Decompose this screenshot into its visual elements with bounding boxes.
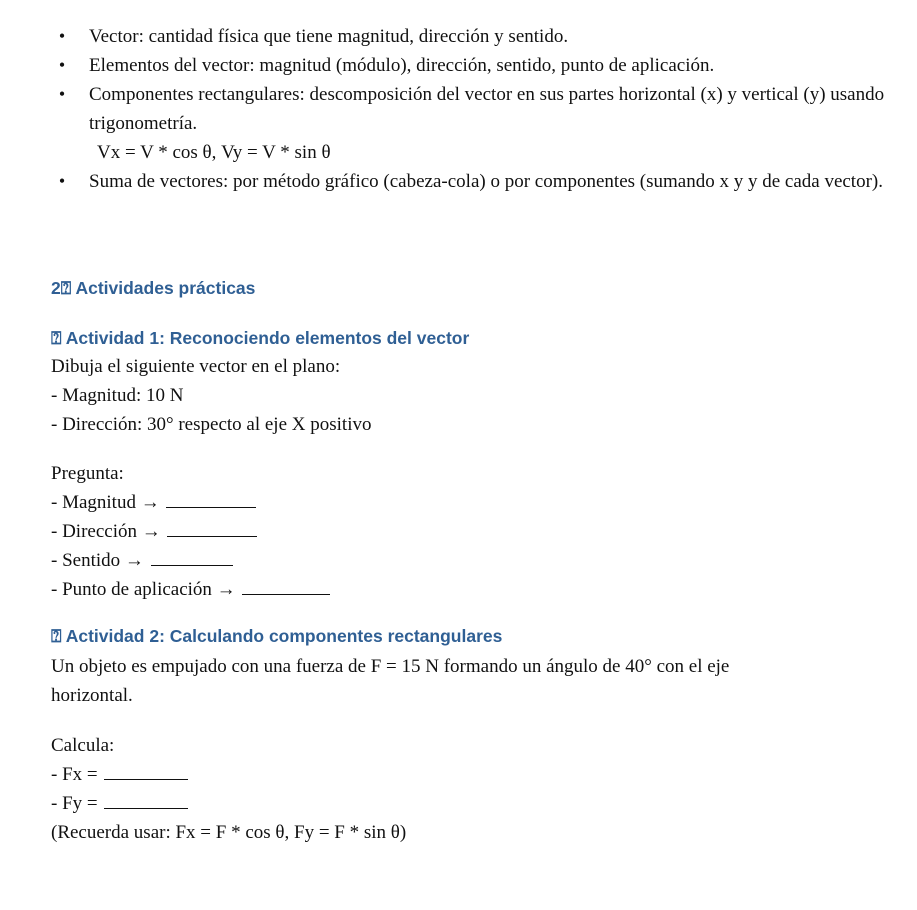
bullet-text: Suma de vectores: por método gráfico (cabeza-cola) o por componentes (sumando x y y de cada vector). [89,171,883,192]
answer-blank-direction[interactable] [167,518,257,537]
activity1-questions [51,459,330,604]
bullet-item-components [0,80,917,138]
section-heading-activities: 2⍰ Actividades prácticas [51,278,256,298]
calc-fy-label: - Fy = [51,793,98,814]
bullet-text: Elementos del vector: magnitud (módulo), dirección, sentido, punto de aplicación. [89,55,715,76]
calc-reminder: (Recuerda usar: Fx = F * cos θ, Fy = F * sin θ) [51,822,407,843]
question-direction [51,517,330,546]
question-application-point [51,575,330,604]
question-magnitude [51,488,330,517]
activity2-heading: ⍰ Actividad 2: Calculando componentes rectangulares [51,626,503,646]
bullet-text: Componentes rectangulares: descomposición del vector en sus partes horizontal (x) y vertical (y) usando trigonometría. [89,84,885,134]
activity1-magnitude: - Magnitud: 10 N [51,385,184,406]
activity2-calculations [51,731,406,847]
answer-blank-sense[interactable] [151,547,233,566]
calc-label: Calcula: [51,735,115,756]
activity2-body [51,652,729,710]
bullet-text: Vector: cantidad física que tiene magnitud, dirección y sentido. [89,26,569,47]
bullet-dot-icon: • [58,84,66,104]
calc-fy [51,789,406,818]
question-sense-label: - Sentido → [51,550,144,571]
calc-fx-label: - Fx = [51,764,98,785]
bullet-item-vector [0,22,917,51]
activity2-problem-line2: horizontal. [51,685,133,706]
activity1-body [51,352,371,439]
bullet-dot-icon: • [58,55,66,75]
bullet-dot-icon: • [58,26,66,46]
bullet-dot-icon: • [58,171,66,191]
answer-blank-fy[interactable] [104,790,188,809]
bullet-item-elements [0,51,917,80]
question-sense [51,546,330,575]
question-direction-label: - Dirección → [51,521,161,542]
answer-blank-magnitude[interactable] [166,489,256,508]
activity1-direction: - Dirección: 30° respecto al eje X positivo [51,414,372,435]
components-formula: Vx = V * cos θ, Vy = V * sin θ [97,142,331,163]
answer-blank-fx[interactable] [104,761,188,780]
activity1-heading: ⍰ Actividad 1: Reconociendo elementos del vector [51,328,470,348]
activity1-intro: Dibuja el siguiente vector en el plano: [51,356,341,377]
question-magnitude-label: - Magnitud → [51,492,160,513]
concept-bullet-list [0,22,917,196]
answer-blank-application-point[interactable] [242,576,330,595]
activity2-problem-line1: Un objeto es empujado con una fuerza de F = 15 N formando un ángulo de 40° con el eje [51,656,730,677]
question-application-point-label: - Punto de aplicación → [51,579,236,600]
question-label: Pregunta: [51,463,124,484]
calc-fx [51,760,406,789]
bullet-item-sum [0,167,917,196]
